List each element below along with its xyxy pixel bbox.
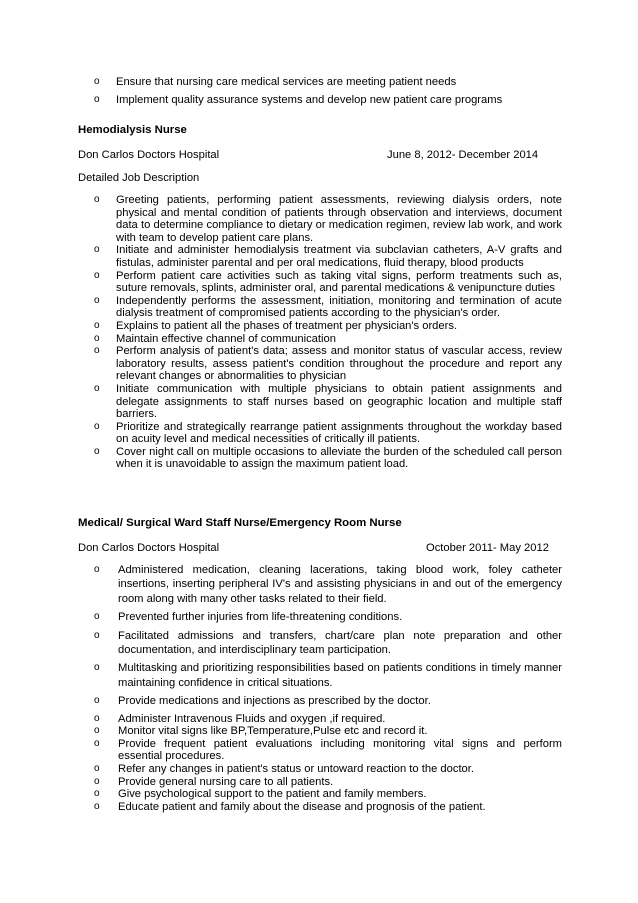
- list-item: o Independently performs the assessment, initiation, monitoring and termination of acute dialysis treatment of compromised patients according to the physician's order.: [94, 294, 562, 320]
- employer: Don Carlos Doctors Hospital: [78, 149, 220, 161]
- list-item: o Ensure that nursing care medical services are meeting patient needs: [94, 76, 457, 88]
- employer: Don Carlos Doctors Hospital: [78, 542, 220, 554]
- list-item: o Administered medication, cleaning lacerations, taking blood work, foley catheter insertions, inserting peripheral IV's and assisting physicians in and out of the emergency room along with many other tasks related to their field.: [94, 564, 562, 605]
- job-title: Medical/ Surgical Ward Staff Nurse/Emergency Room Nurse: [78, 517, 402, 529]
- list-item: o Give psychological support to the patient and family members.: [94, 788, 427, 801]
- employer-row: [78, 148, 562, 162]
- job-title: Hemodialysis Nurse: [78, 124, 187, 136]
- list-item: o Multitasking and prioritizing responsibilities based on patients conditions in timely manner maintaining confidence in critical situations.: [94, 662, 562, 689]
- bullet-marker: o: [94, 319, 100, 331]
- bullet-marker: o: [94, 629, 100, 641]
- list-item: o Prioritize and strategically rearrange patient assignments throughout the workday based on acuity level and medical necessities of critically ill patients.: [94, 420, 562, 446]
- bullet-marker: o: [94, 244, 100, 256]
- job-dates: October 2011- May 2012: [426, 542, 549, 554]
- bullet-marker: o: [94, 763, 100, 775]
- job-dates: June 8, 2012- December 2014: [387, 149, 539, 161]
- top-bullet-list: [94, 76, 562, 106]
- bullet-marker: o: [94, 294, 100, 306]
- bullet-marker: o: [94, 382, 100, 394]
- bullet-marker: o: [94, 611, 100, 623]
- bullet-marker: o: [94, 725, 100, 737]
- bullet-marker: o: [94, 564, 100, 575]
- bullet-marker: o: [94, 445, 100, 457]
- bullet-marker: o: [94, 93, 100, 105]
- bullet-marker: o: [94, 332, 100, 344]
- employer-row: [78, 541, 562, 555]
- list-item: o Facilitated admissions and transfers, chart/care plan note preparation and other documentation, and interdisciplinary team participation.: [94, 629, 562, 657]
- bullet-marker: o: [94, 737, 100, 749]
- bullet-marker: o: [94, 194, 100, 205]
- list-item: o Greeting patients, performing patient assessments, reviewing dialysis orders, note physical and mental condition of patients through observation and interviews, document data to determine compliance to dietary or medication regimen, review lab work, and work with team to develop patient care plans.: [94, 194, 562, 244]
- list-item: o Initiate communication with multiple physicians to obtain patient assignments and delegate assignments to staff nurses based on geographic location and multiple staff barriers.: [94, 382, 562, 421]
- list-item: o Monitor vital signs like BP,Temperature,Pulse etc and record it.: [94, 725, 428, 738]
- list-item: o Prevented further injuries from life-threatening conditions.: [94, 611, 403, 624]
- job1-bullet-list: [94, 194, 562, 471]
- list-item: o Perform analysis of patient's data; assess and monitor status of vascular access, review laboratory results, assess patient's condition throughout the procedure and report any relevant changes or abnormalities to physician: [94, 345, 562, 383]
- job2-bullet-list: [94, 563, 562, 813]
- list-item: o Initiate and administer hemodialysis treatment via subclavian catheters, A-V grafts and fistulas, administer parental and per oral medications, fluid therapy, blood products: [94, 244, 562, 269]
- bullet-marker: o: [94, 788, 100, 800]
- bullet-marker: o: [94, 800, 100, 812]
- bullet-marker: o: [94, 345, 100, 357]
- list-item: o Educate patient and family about the disease and prognosis of the patient.: [94, 800, 486, 813]
- list-item: o Implement quality assurance systems and develop new patient care programs: [94, 93, 503, 106]
- bullet-marker: o: [94, 695, 100, 707]
- list-item: o Explains to patient all the phases of treatment per physician's orders.: [94, 319, 458, 332]
- bullet-marker: o: [94, 76, 100, 87]
- bullet-marker: o: [94, 662, 100, 674]
- list-item: o Maintain effective channel of communication: [94, 332, 336, 345]
- list-item: o Perform patient care activities such as taking vital signs, perform treatments such as, suture removals, splints, administer oral, and parental medications & venipuncture duties: [94, 269, 562, 295]
- list-item: o Provide frequent patient evaluations including monitoring vital signs and perform essential procedures.: [94, 737, 562, 763]
- bullet-marker: o: [94, 269, 100, 281]
- bullet-marker: o: [94, 775, 100, 787]
- list-item: o Cover night call on multiple occasions to alleviate the burden of the scheduled call person when it is unavoidable to assign the maximum patient load.: [94, 445, 562, 471]
- bullet-marker: o: [94, 712, 100, 724]
- list-item: o Provide general nursing care to all patients.: [94, 775, 334, 788]
- desc-label: Detailed Job Description: [78, 172, 200, 184]
- list-item: o Administer Intravenous Fluids and oxygen ,if required.: [94, 712, 386, 725]
- list-item: o Provide medications and injections as prescribed by the doctor.: [94, 695, 431, 708]
- bullet-marker: o: [94, 420, 100, 432]
- list-item: o Refer any changes in patient's status or untoward reaction to the doctor.: [94, 763, 474, 776]
